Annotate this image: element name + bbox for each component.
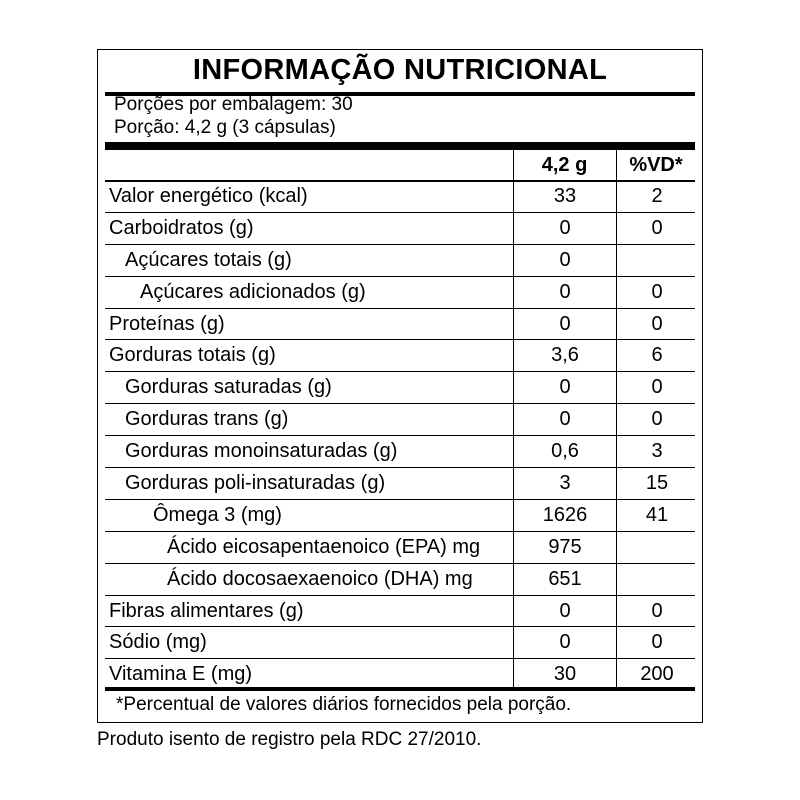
nutrient-daily-value: 0 (616, 213, 697, 244)
column-header-amount: 4,2 g (541, 154, 588, 176)
nutrient-daily-value: 0 (616, 627, 697, 658)
registration-note: Produto isento de registro pela RDC 27/2010. (97, 729, 482, 750)
nutrient-name: Carboidratos (g) (109, 216, 254, 239)
nutrient-row (105, 245, 695, 277)
nutrient-row (105, 436, 695, 468)
nutrient-daily-value (616, 245, 697, 276)
nutrient-row (105, 532, 695, 564)
nutrient-amount: 0 (513, 404, 616, 435)
nutrient-daily-value: 0 (616, 404, 697, 435)
nutrient-row (105, 468, 695, 500)
nutrient-daily-value: 41 (616, 500, 697, 531)
nutrient-name: Ômega 3 (mg) (153, 503, 282, 526)
nutrient-amount: 0,6 (513, 436, 616, 467)
footnote: *Percentual de valores diários fornecidos pela porção. (116, 694, 572, 715)
serving-size: Porção: 4,2 g (3 cápsulas) (114, 117, 336, 138)
nutrient-row (105, 372, 695, 404)
nutrient-amount: 975 (513, 532, 616, 563)
label-title: INFORMAÇÃO NUTRICIONAL (192, 54, 608, 86)
nutrient-daily-value (616, 564, 697, 595)
nutrient-name: Gorduras saturadas (g) (125, 376, 332, 399)
nutrient-row (105, 500, 695, 532)
nutrient-amount: 3,6 (513, 340, 616, 371)
nutrient-daily-value: 200 (616, 659, 697, 691)
nutrient-row (105, 277, 695, 309)
nutrient-amount: 0 (513, 309, 616, 340)
nutrient-daily-value: 0 (616, 596, 697, 627)
nutrient-row (105, 564, 695, 596)
column-header-dv: %VD* (629, 154, 683, 176)
nutrient-amount: 0 (513, 277, 616, 308)
nutrient-row (105, 627, 695, 659)
nutrient-amount: 0 (513, 627, 616, 658)
serving-divider (105, 142, 695, 150)
nutrient-table (105, 181, 695, 691)
nutrition-facts-panel (97, 49, 703, 723)
nutrient-daily-value: 0 (616, 277, 697, 308)
nutrient-daily-value: 0 (616, 372, 697, 403)
nutrient-name: Gorduras monoinsaturadas (g) (125, 440, 398, 463)
nutrient-name: Ácido docosaexaenoico (DHA) mg (167, 567, 473, 590)
servings-per-package: Porções por embalagem: 30 (114, 94, 353, 115)
nutrient-amount: 33 (513, 181, 616, 212)
nutrient-name: Gorduras trans (g) (125, 408, 289, 431)
nutrient-row (105, 404, 695, 436)
nutrient-name: Fibras alimentares (g) (109, 599, 304, 622)
nutrient-daily-value: 0 (616, 309, 697, 340)
nutrient-amount: 0 (513, 372, 616, 403)
nutrient-name: Proteínas (g) (109, 312, 225, 335)
footnote-divider (105, 687, 695, 691)
nutrient-name: Vitamina E (mg) (109, 663, 253, 686)
nutrient-name: Sódio (mg) (109, 631, 207, 654)
nutrient-amount: 0 (513, 213, 616, 244)
nutrient-daily-value (616, 532, 697, 563)
nutrient-amount: 3 (513, 468, 616, 499)
nutrient-daily-value: 15 (616, 468, 697, 499)
nutrient-daily-value: 3 (616, 436, 697, 467)
nutrient-name: Gorduras totais (g) (109, 344, 276, 367)
nutrient-amount: 30 (513, 659, 616, 691)
nutrient-amount: 0 (513, 245, 616, 276)
nutrient-name: Gorduras poli-insaturadas (g) (125, 472, 386, 495)
nutrient-name: Açúcares totais (g) (125, 248, 292, 271)
nutrient-row (105, 309, 695, 341)
nutrient-row (105, 596, 695, 628)
nutrient-row (105, 181, 695, 213)
nutrient-name: Açúcares adicionados (g) (140, 280, 366, 303)
nutrient-name: Ácido eicosapentaenoico (EPA) mg (167, 535, 481, 558)
nutrient-amount: 0 (513, 596, 616, 627)
nutrient-daily-value: 2 (616, 181, 697, 212)
nutrient-amount: 1626 (513, 500, 616, 531)
nutrient-daily-value: 6 (616, 340, 697, 371)
nutrient-row (105, 340, 695, 372)
nutrient-row (105, 213, 695, 245)
nutrient-amount: 651 (513, 564, 616, 595)
nutrient-name: Valor energético (kcal) (109, 185, 308, 207)
